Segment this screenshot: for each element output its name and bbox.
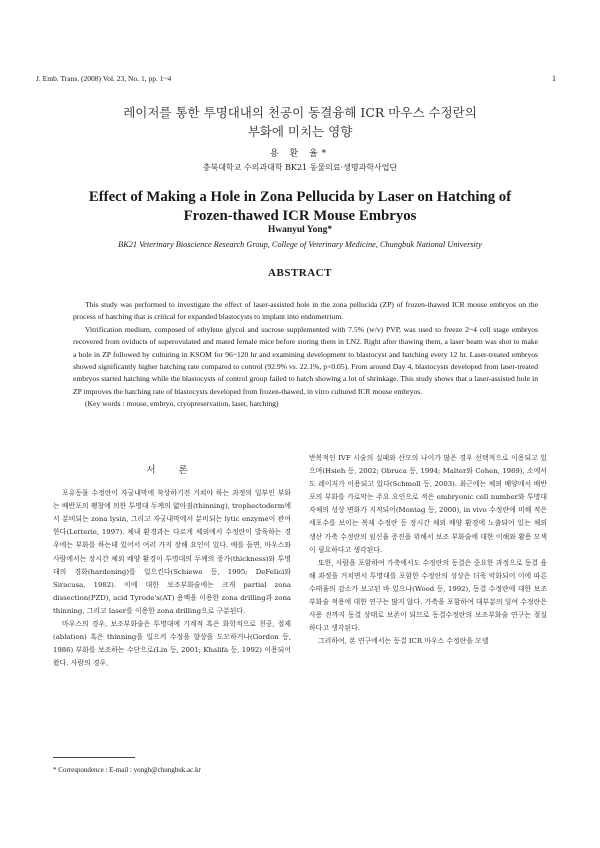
page-number: 1 xyxy=(552,74,556,83)
correspondence-footnote: * Correspondence : E-mail : yongh@chungbuk.ac.kr xyxy=(53,766,201,774)
korean-title-line2: 부화에 미치는 영향 xyxy=(247,124,353,139)
korean-affiliation: 충북대학교 수의과대학 BK21 동물의료·생명과학사업단 xyxy=(202,163,398,172)
body-column-right xyxy=(309,452,547,648)
english-title-line2: Frozen-thawed ICR Mouse Embryos xyxy=(183,208,417,224)
abstract-body xyxy=(73,299,538,411)
korean-author: 용 환 율* xyxy=(269,149,331,159)
korean-title xyxy=(60,103,540,141)
journal-header: J. Emb. Trans. (2008) Vol. 23, No. 1, pp. 1~4 xyxy=(36,74,172,83)
intro-paragraph-1: 포유동물 수정란이 자궁내막에 착상하기전 거쳐야 하는 과정의 일부인 부화는 배반포의 팽창에 의한 투명대 두께의 얇아짐(thinning), trophectoderm에서 분비되는 zona lysin, 그리고 자궁내막에서 분비되는 lytic enzyme이 관여한다(Letterie, 1997). 체내 환경과는 다르게 체외에서 수정란이 발육하는 경우에는 부화를 하는데 있어서 여러 가지 장해 요인이 있다. 예를 들면, 마우스와 사람에서는 장시간 체외 배양 환경이 투명대의 두께의 증가(thickness)와 투명대의 경화(hardening)를 일으킨다(Schiewe 등, 1995; DeFelici와 Siracusa, 1982). 이에 대한 보조부화술에는 크게 partial zona dissection(PZD), acid Tyrode's(AT) 용액을 이용한 zona drilling과 zona thinning, 그리고 laser를 이용한 zona drilling으로 구분된다. xyxy=(53,489,291,615)
intro-paragraph-3: 반복적인 IVF 시술의 실패와 산모의 나이가 많은 경우 선택적으로 이용되고 있으며(Hsieh 등, 2002; Obruca 등, 1994; Malter와 Cohen, 1989), 소에서도 레이저가 이용되고 있다(Schmoll 등, 2003). 최근에는 체외 배양에서 배반포의 부화를 가로막는 주요 요인으로 적은 embryonic cell number와 투명대 자체의 성상 변화가 지적되어(Montag 등, 2000), in vivo 수정란에 비해 적은 세포수를 보이는 복제 수정란 등 장시간 체외 배양 환경에 노출되어 있는 체외 생산 가축 수정란의 임신율 증진을 위해서 보조 부화술에 대한 이해와 활용 모색이 필요하다고 생각된다. xyxy=(309,454,547,554)
english-affiliation: BK21 Veterinary Bioscience Research Group, College of Veterinary Medicine, Chungbuk National University xyxy=(118,240,482,249)
intro-paragraph-4: 또한, 사람을 포함하여 가축에서도 수정란의 동결은 중요한 과정으로 동결 융해 과정을 거치면서 투명대를 포함한 수정란의 성상은 더욱 악화되어 이에 따른 수태율의 감소가 보고된 바 있으나(Wood 등, 1992), 동결 수정란에 대한 보조부화술 적용에 대한 연구는 많지 않다. 가축을 포함하여 대부분의 잉여 수정란은 사용 전까지 동결 상태로 보존이 되므로 동결수정란의 보조부화술 연구는 절실하다고 생각된다. xyxy=(309,558,547,633)
abstract-keywords: (Key words : mouse, embryo, cryopreservation, laser, hatching) xyxy=(85,399,279,409)
abstract-heading: ABSTRACT xyxy=(268,267,332,279)
footnote-divider xyxy=(53,757,135,758)
abstract-paragraph-1: This study was performed to investigate the effect of laser-assisted hole in the zona pellucida (ZP) of frozen-thawed ICR mouse embryos on the process of hatching that is critical for expanded blastocysts to implant into endometrium. xyxy=(73,300,538,322)
english-title-line1: Effect of Making a Hole in Zona Pellucida by Laser on Hatching of xyxy=(88,189,512,205)
body-column-left xyxy=(53,464,291,670)
intro-paragraph-5: 그리하여, 본 연구에서는 동결 ICR 마우스 수정란을 모델 xyxy=(318,637,489,646)
english-title xyxy=(50,188,550,226)
abstract-paragraph-2: Vitrification medium, composed of ethylene glycol and sucrose supplemented with 7.5% (w/v) PVP, was used to freeze 2~4 cell stage embryos recovered from oviducts of superovulated and mated female mice before storing them in LN2. Right after thawing them, a laser beam was shot to make a hole in ZP followed by culturing in KSOM for 96~120 hr and examining development to blastocyst and hatching every 12 hr. Laser-treated embryos showed significantly higher hatching rate compared to control (92.9% vs. 22.1%, p<0.05). From around Day 4, blastocysts developed from laser-treated embryos started hatching while the blastocysts of control group failed to hatch showing a lot of shrinkage. This study shows that a laser-assisted hole in ZP improves the hatching rate of blastocysts developed from frozen-thawed, in vitro cultured ICR mouse embryos. xyxy=(73,324,538,396)
section-heading-introduction: 서 론 xyxy=(146,465,198,476)
intro-paragraph-2: 마우스의 경우, 보조부화술은 투명대에 기계적 혹은 화학적으로 천공, 절제(ablation) 혹은 thinning을 일으켜 수정을 향상을 도모하거나(Gordon 등, 1986) 부화를 보조하는 수단으로(Lin 등, 2001; Khalifa 등, 1992) 이용되어 왔다. 사람의 경우, xyxy=(53,620,291,668)
english-author: Hwanyul Yong* xyxy=(267,225,333,235)
korean-title-line1: 레이저를 통한 투명대내의 천공이 동결융해 ICR 마우스 수정란의 xyxy=(123,105,477,120)
